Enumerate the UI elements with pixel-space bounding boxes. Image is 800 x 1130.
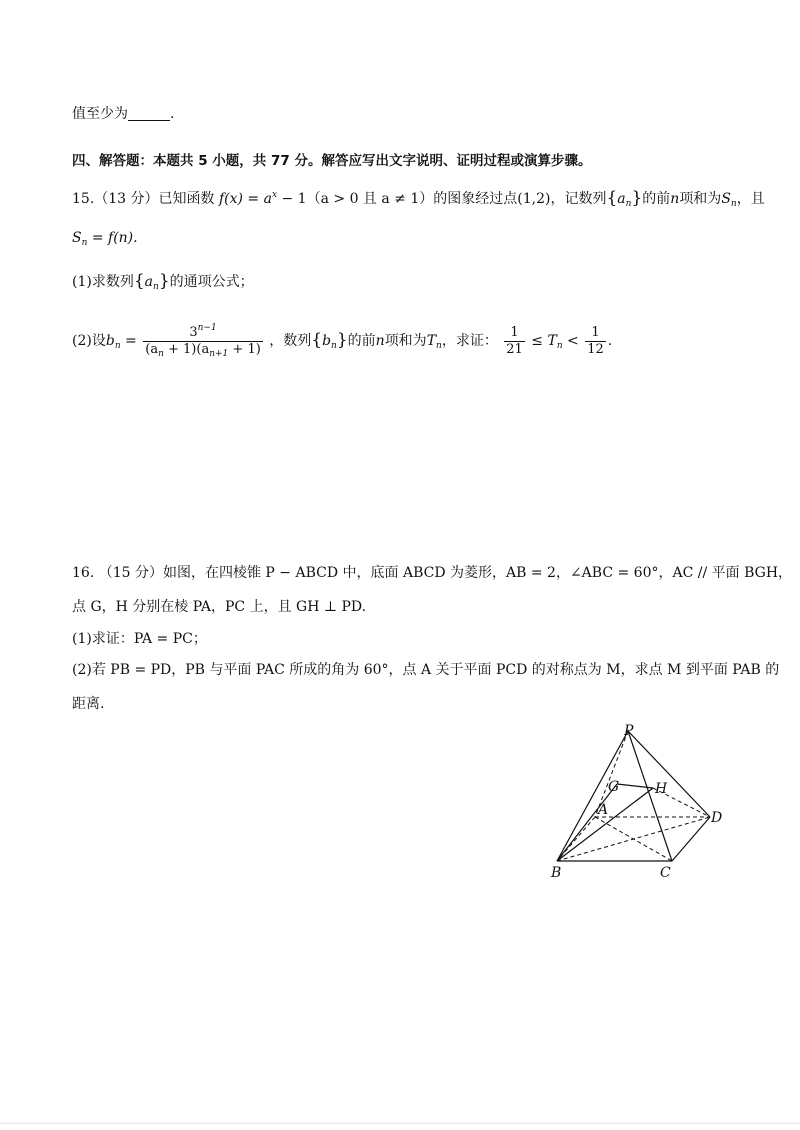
section-heading: 四、解答题：本题共 5 小题，共 77 分。解答应写出文字说明、证明过程或演算步骤。: [72, 153, 592, 169]
label-D: D: [711, 810, 723, 826]
q16-line1: 16. （15 分）如图，在四棱锥 P − ABCD 中，底面 ABCD 为菱形，AB = 2，∠ABC = 60°，AC // 平面 BGH，: [72, 565, 793, 581]
edge-CD: [672, 817, 710, 861]
frac-1-12: $\frac{1}{12}$: [587, 324, 604, 357]
q15-part2: (2)设$b_n$ = $\frac{3^{n-1}}{(a_n + 1)(a_{n+1} + 1)}$ ，数列$\{b_n\}$的前n项和为$T_n$，求证： $\frac{1}{21}$ ≤ $T_n$ < $\frac{1}{12}$ .: [72, 320, 612, 363]
answer-blank: [128, 106, 170, 121]
q15-line1: 15.（13 分）已知函数 $f(x) = a^x - 1(a > 0$ 且 a ≠ 1）的图象经过点(1,2)，记数列$\{a_n\}$的前n项和为$S_n$，且: [72, 188, 765, 209]
bn-fraction: $\frac{3^{n-1}}{(a_n + 1)(a_{n+1} + 1)}$: [143, 320, 263, 362]
edge-BD: [557, 817, 710, 861]
top-line: 值至少为 .: [72, 106, 175, 122]
edge-GH: [617, 784, 653, 788]
q16-part2: (2)若 PB = PD，PB 与平面 PAC 所成的角为 60°，点 A 关于平面 PCD 的对称点为 M，求点 M 到平面 PAB 的: [72, 662, 780, 678]
q16-line2: 点 G，H 分别在棱 PA，PC 上，且 GH ⊥ PD.: [72, 599, 367, 615]
q16-part2-cont: 距离.: [72, 696, 105, 712]
edge-PD: [628, 731, 710, 817]
label-G: G: [608, 779, 620, 795]
label-C: C: [660, 865, 671, 881]
edge-PB: [557, 731, 628, 861]
label-P: P: [624, 723, 634, 739]
label-B: B: [551, 865, 562, 881]
pyramid-figure: [545, 722, 735, 882]
top-line-text: 值至少为: [72, 106, 128, 122]
q16-part1: (1)求证：PA = PC；: [72, 631, 207, 647]
frac-1-21: $\frac{1}{21}$: [506, 324, 523, 357]
page-bottom-divider: [0, 1123, 800, 1124]
label-H: H: [655, 781, 668, 797]
label-A: A: [598, 802, 609, 818]
q15-line2: $S_n = f(n)$.: [72, 230, 138, 248]
q15-part1: (1)求数列$\{a_n\}$的通项公式；: [72, 271, 254, 292]
edge-AB: [557, 817, 595, 861]
